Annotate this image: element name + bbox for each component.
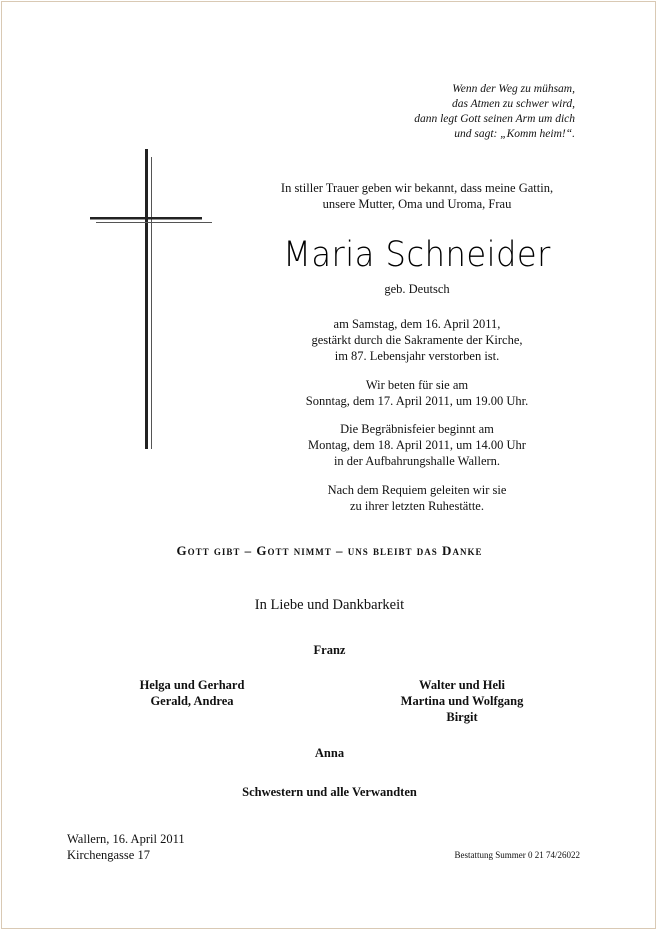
mourner-other: Anna bbox=[314, 746, 345, 760]
death-notice bbox=[232, 316, 602, 364]
mourner-right-3: Birgit bbox=[446, 710, 478, 724]
mourners-right bbox=[362, 677, 562, 725]
address: Kirchengasse 17 bbox=[67, 848, 150, 862]
motto-line-2: das Atmen zu schwer wird, bbox=[452, 98, 575, 110]
funeral-line-2: Montag, dem 18. April 2011, um 14.00 Uhr bbox=[308, 438, 526, 452]
death-line-2: gestärkt durch die Sakramente der Kirche, bbox=[311, 333, 523, 347]
mourner-left-2: Gerald, Andrea bbox=[150, 694, 234, 708]
obituary-card bbox=[1, 1, 656, 929]
funeral-line-3: in der Aufbahrungshalle Wallern. bbox=[333, 454, 501, 468]
prayer-line-2: Sonntag, dem 17. April 2011, um 19.00 Uhr. bbox=[305, 394, 529, 408]
motto-line-1: Wenn der Weg zu mühsam, bbox=[452, 83, 575, 95]
intro-text bbox=[232, 180, 602, 212]
requiem-line-1: Nach dem Requiem geleiten wir sie bbox=[327, 483, 507, 497]
mourner-left-1: Helga und Gerhard bbox=[139, 678, 245, 692]
gratitude-motto: Gott gibt – Gott nimmt – uns bleibt das Danke bbox=[176, 543, 483, 558]
intro-line-1: In stiller Trauer geben wir bekannt, dass meine Gattin, bbox=[280, 181, 554, 195]
undertaker-info: Bestattung Summer 0 21 74/26022 bbox=[454, 850, 580, 860]
prayer-notice bbox=[232, 377, 602, 409]
cross-icon bbox=[90, 149, 214, 449]
footer-place bbox=[67, 831, 185, 863]
mourner-right-2: Martina und Wolfgang bbox=[400, 694, 524, 708]
maiden-name: geb. Deutsch bbox=[384, 282, 450, 296]
death-line-3: im 87. Lebensjahr verstorben ist. bbox=[334, 349, 500, 363]
mourner-spouse: Franz bbox=[313, 643, 346, 657]
mourner-relatives: Schwestern und alle Verwandten bbox=[242, 785, 417, 799]
motto-line-3: dann legt Gott seinen Arm um dich bbox=[414, 113, 575, 125]
prayer-line-1: Wir beten für sie am bbox=[365, 378, 469, 392]
place-date: Wallern, 16. April 2011 bbox=[67, 832, 185, 846]
intro-line-2: unsere Mutter, Oma und Uroma, Frau bbox=[322, 197, 512, 211]
funeral-line-1: Die Begräbnisfeier beginnt am bbox=[340, 422, 494, 436]
requiem-line-2: zu ihrer letzten Ruhestätte. bbox=[350, 499, 484, 513]
requiem-notice bbox=[232, 482, 602, 514]
mourner-right-1: Walter und Heli bbox=[419, 678, 505, 692]
funeral-notice bbox=[232, 421, 602, 469]
deceased-name: Maria Schneider bbox=[283, 235, 551, 275]
mourners-left bbox=[92, 677, 292, 709]
death-line-1: am Samstag, dem 16. April 2011, bbox=[333, 317, 501, 331]
closing-phrase: In Liebe und Dankbarkeit bbox=[254, 597, 405, 613]
motto-line-4: und sagt: „Komm heim!“. bbox=[454, 128, 575, 140]
motto-verse bbox=[414, 82, 575, 142]
